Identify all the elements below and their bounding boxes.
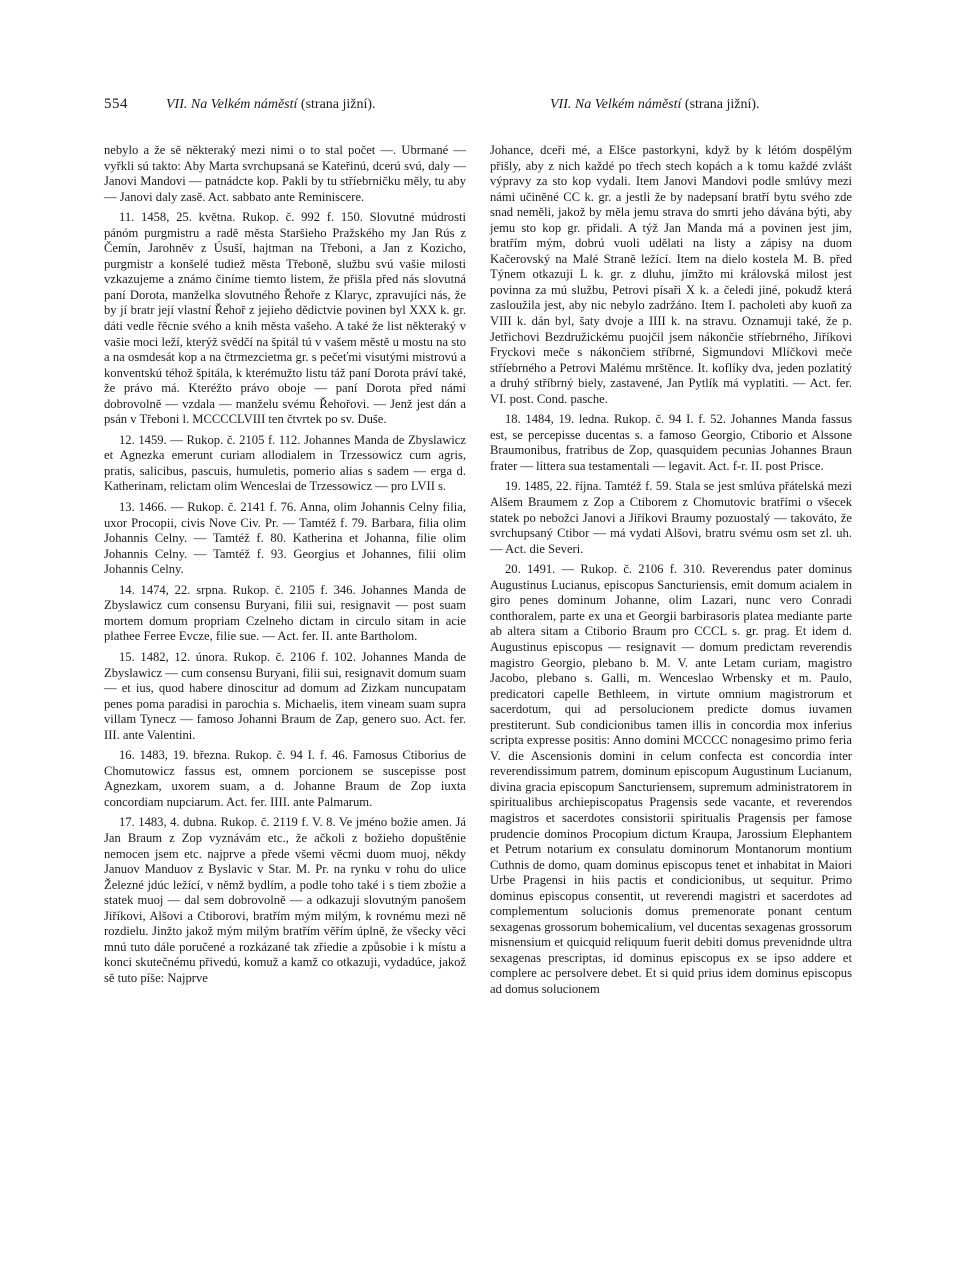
paragraph: Johance, dceři mé, a Elšce pastorkyni, když by k létóm dospělým přišly, aby z nich každé po třech stech kopách a k tomu každé zvlášt výpravy za sto kop vydali. Item Janovi Mandovi podle smlúvy mezi námi učiněné CC k. gr. a jestli že by nadepsaní bratří bytu svého zde snad neměli, jakož by měla jemu strava do smrti jeho dávána býti, aby jemu sto kop gr. přidali. A týž Jan Manda má a povinen jest jim, bratřím mým, dobrú vuoli udělati na listy a zápisy na duom Kačerovský na Malé Straně ležící. Item na dielo kostela M. B. před Týnem otkazuji L k. gr. z dluhu, jímžto mi královská milost jest povinna za mú službu, Petrovi písaři X k. a čeledi jiné, pokudž která zasloužila jest, aby nic nebylo zadržáno. Item I. pacholeti aby kuoň za VIII k. dán byl, šaty dvoje a IIII k. na stravu. Oznamuji také, že p. Jetřichovi Bezdružickému puojčil jsem nákončie stříebrného, Jiříkovi Fryckovi meče s nákončiem stříbrné, Sigmundovi Mlíčkovi meče stříebrného a Petrovi Malému mrštěnce. It. koflíky dva, jeden pozlatitý a druhý stříbrný biely, zastavené, Jan Pytlík má vyplatiti. — Act. fer. VI. post. Cond. pasche.	[490, 143, 852, 406]
entry-13: 13. 1466. — Rukop. č. 2141 f. 76. Anna, olim Johannis Celny filia, uxor Procopii, civis Nove Civ. Pr. — Tamtéž f. 79. Barbara, filia olim Johannis Celny. — Tamtéž f. 80. Katherina et Johanna, filie olim Johannis Celny. — Tamtéž f. 93. Georgius et Johannes, filii olim Johannis Celny.	[104, 500, 466, 577]
entry-19: 19. 1485, 22. října. Tamtéž f. 59. Stala se jest smlúva přátelská mezi Alšem Braumem z Zop a Ctiborem z Chomutovic bratřími o všecek statek po nebožci Janovi a Jiříkovi Braumy pozuostalý — takováto, že svrchupsaný Ctibor — má vydati Alšovi, bratru svému osm set zl. uh. — Act. die Severi.	[490, 479, 852, 556]
entry-12: 12. 1459. — Rukop. č. 2105 f. 112. Johannes Manda de Zbyslawicz et Agnezka emerunt curiam allodialem in Trzessowicz cum agris, pratis, salicibus, pascuis, humuletis, pomerio alias s sadem — erga d. Katherinam, relictam olim Wenceslai de Trzessowicz — pro LVII s.	[104, 432, 466, 494]
left-column	[104, 143, 466, 986]
entry-11: 11. 1458, 25. května. Rukop. č. 992 f. 150. Slovutné múdrosti pánóm purgmistru a radě města Staršieho Pražského my Jan Rús z Čemín, Jarohněv z Úsuší, hajtman na Třeboni, a Jan z Kozicho, purgmistr a konšelé tudiež města Třeboně, službu svú vašie milosti vzkazujeme a známo činíme tiemto listem, že přišla před nás slovutná paní Dorota, manželka slovutného Řehoře z Klaryc, zpravujíci nás, že by jí bratr její vlastní Řehoř z jejieho dědictvie povinen byl XXX k. gr. dáti vedle řěcnie svého a knih města vašeho. A také že list některaký v vašie moci leží, kterýž svědčí na špitál tú v vašem městě u mostu na sto a na osmdesát kop a na čtrmezcietma gr. s pečeťmi visutými mistrovú a konventskú téhož špitála, k kterémužto listu táž paní Dorota práví také, že právo má. Kteréžto právo oboje — paní Dorota před námi dobrovolně — vzdala — manželu svému Řehořovi. — Jenž jest dán a psán v Třeboni l. MCCCCLVIII ten čtvrtek po sv. Duše.	[104, 210, 466, 427]
entry-18: 18. 1484, 19. ledna. Rukop. č. 94 I. f. 52. Johannes Manda fassus est, se percepisse ducentas s. a famoso Georgio, Ctiborio et Alssone Braumonibus, fratribus de Zop, quasquidem pecunias Johannes Braun frater — littera sua testamentali — legavit. Act. f-r. II. post Prisce.	[490, 412, 852, 473]
entry-20: 20. 1491. — Rukop. č. 2106 f. 310. Reverendus pater dominus Augustinus Lucianus, episcopus Sancturiensis, emit domum acialem in giro penes dominum Johanne, olim Lazari, nunc vero Conradi conthoralem, parte ex una et Georgii barbirasoris platea mediante parte ab altera sitam a Ctiborio Braum pro CCCL s. gr. prag. Et idem d. Augustinus episcopus — resignavit — domum predictam reverendis magistro Georgio, plebano b. M. V. ante Letam curiam, magistro Jacobo, plebano s. Galli, m. Wenceslao Wrbensky et m. Paulo, predicatori capelle Bethleem, in virtute omnium magistrorum et sacerdotum, qui ad persolucionem predicte domus iuvamen prestiterunt. Sub condicionibus tamen illis in concordia mox inferius scripta expresse positis: Anno domini MCCCC nonagesimo primo feria V. die Ascensionis domini in celum confecta est concordia inter reverendissimum patrem, dominum episcopum Augustinum Lucianum, divina gracia episcopum Sancturiensem, supremum administratorem in spiritualibus archiepiscopatus Pragensis sede vacante, et reverendos magistros et sacerdotes consistorii spiritualis Pragensis per famose prudencie dominos Procopium dictum Kraupa, Jarossium Elephantem et Petrum notarium ex consulatu dominorum Montanorum montium Cuthnis de domo, quam dominus episcopus tenet et inhabitat in Maiori Urbe Pragensi in hiis pactis et condicionibus, ut sequitur. Primo dominus episcopus consentit, ut reverendi magistri et sacerdotes ad complementum solucionis domus premenorate ponant centum sexagenas grossorum bohemicalium, vel ducentas sexagenas grossorum misnensium et quicquid reliquum fuerit debiti domus prevenidnde ultra sexagenas prescriptas, id dominus episcopus ex se ipso addere et complere ac persolvere debet. Et si quid prius idem dominus episcopus ad domus solucionem	[490, 562, 852, 996]
running-title-right-italic: VII. Na Velkém náměstí	[550, 97, 682, 112]
page-header	[104, 96, 856, 120]
running-title-right	[550, 97, 760, 113]
running-title-left	[166, 97, 376, 113]
running-title-left-rest: (strana jižní).	[297, 97, 376, 112]
entry-17: 17. 1483, 4. dubna. Rukop. č. 2119 f. V. 8. Ve jméno božie amen. Já Jan Braum z Zop vyznávám etc., že ačkoli z božieho dopuštěnie nemocen jsem etc. najprve a přede všemi věcmi duom muoj, někdy Januov Manduov z Byslavic v Star. M. Pr. na rynku v rohu do ulice Železné jdúc ležící, v němž bydlím, a podle toho také i s tiem zbožie a statek muoj — dal sem dobrovolně — a odkazuji slovutným panošem Jiříkovi, Alšovi a Ctiborovi, bratřím mým milým, k rovnému mezi ně rozdielu. Jinžto jakož mým milým bratřím věřím úplně, že všecky věci mnú tuto dále poručené a rozkázané tak zřiedie a způsobie i k místu a konci skutečnému přivedú, komuž a kamž co otkazuji, vydadúce, jakož sě tuto píše: Najprve	[104, 815, 466, 985]
right-column	[490, 143, 852, 998]
page-number: 554	[104, 96, 128, 112]
running-title-right-rest: (strana jižní).	[681, 97, 760, 112]
entry-14: 14. 1474, 22. srpna. Rukop. č. 2105 f. 346. Johannes Manda de Zbyslawicz cum consensu Buryani, filii sui, resignavit — post suam mortem domum propriam Czelneho dictam in circulo sitam in acie plathee Ferree Evcze, filie sue. — Act. fer. II. ante Bartholom.	[104, 582, 466, 644]
entry-16: 16. 1483, 19. března. Rukop. č. 94 I. f. 46. Famosus Ctiborius de Chomutowicz fassus est, omnem porcionem se suscepisse post Agnezkam, uxorem suam, a d. Johanne Braum de Zop iuxta concordiam nupciarum. Act. fer. IIII. ante Palmarum.	[104, 748, 466, 809]
paragraph: nebylo a že sě některaký mezi nimi o to stal počet —. Ubrmané — vyřkli sú takto: Aby Marta svrchupsaná se Kateřinú, dcerú svú, daly — Janovi Mandovi — patnádcte kop. Pakli by tu stříebrničku měly, tu aby — Janovi daly zasě. Act. sabbato ante Reminiscere.	[104, 143, 466, 204]
entry-15: 15. 1482, 12. února. Rukop. č. 2106 f. 102. Johannes Manda de Zbyslawicz — cum consensu Buryani, filii sui, resignavit domum suam — et ius, quod habere dinoscitur ad domum ad Zizkam nuncupatam penes poma paradisi in parochia s. Michaelis, item vineam suam supra villam Tynecz — famoso Johanni Braum de Zap, genero suo. Act. fer. III. ante Valentini.	[104, 649, 466, 742]
running-title-left-italic: VII. Na Velkém náměstí	[166, 97, 298, 112]
